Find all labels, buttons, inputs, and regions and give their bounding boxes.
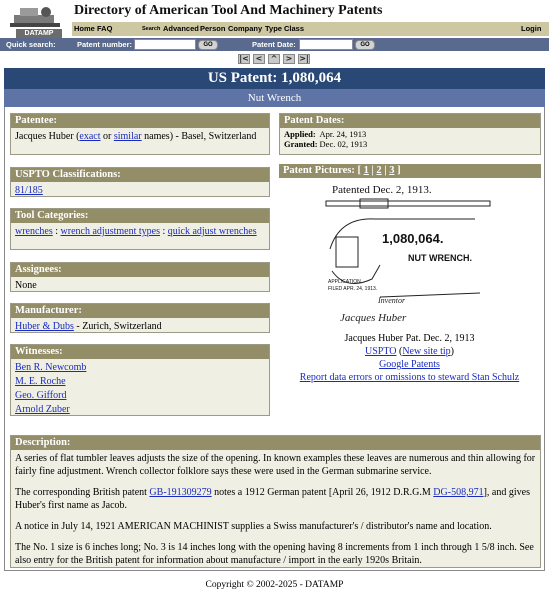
patent-dates-table	[284, 129, 369, 149]
uspto-box	[10, 167, 270, 197]
quick-search-label: Quick search:	[6, 40, 56, 49]
sep: :	[52, 226, 61, 237]
witness-link[interactable]: Arnold Zuber	[15, 404, 70, 415]
drawing-caption: Jacques Huber Pat. Dec. 2, 1913	[344, 333, 475, 344]
drawing-number: 1,080,064.	[382, 231, 444, 246]
copyright-footer: Copyright © 2002-2025 - DATAMP	[205, 580, 344, 590]
applied-date: Apr. 24, 1913	[319, 129, 367, 139]
new-site-close: )	[450, 346, 454, 357]
patentee-box	[10, 113, 270, 155]
picture-page-2[interactable]: 2	[376, 165, 382, 176]
patent-number-go-button[interactable]: GO	[198, 40, 218, 50]
description-heading: Description:	[11, 436, 540, 450]
patentee-heading: Patentee:	[11, 114, 269, 128]
witness-link[interactable]: M. E. Roche	[15, 376, 66, 387]
uspto-class-link[interactable]: 81/185	[15, 185, 43, 196]
granted-date: Dec. 02, 1913	[319, 139, 368, 149]
or-text: or	[100, 131, 114, 142]
patent-date-go-button[interactable]: GO	[355, 40, 375, 50]
patent-number-input[interactable]	[134, 39, 196, 50]
site-title: Directory of American Tool And Machinery Patents	[74, 3, 383, 18]
manufacturer-box	[10, 303, 270, 333]
nav-faq[interactable]: FAQ	[97, 24, 113, 33]
prev-record-button[interactable]: <	[253, 54, 265, 64]
patent-title: US Patent: 1,080,064	[4, 68, 545, 89]
nav-type[interactable]: Type	[265, 24, 282, 33]
picture-page-1[interactable]: 1	[363, 165, 369, 176]
drawing-filed: FILED APR. 24, 1913.	[328, 286, 378, 292]
patentee-name: Jacques Huber (	[15, 131, 80, 142]
drawing-app: APPLICATION	[328, 279, 361, 285]
description-para-3: A notice in July 14, 1921 AMERICAN MACHINIST supplies a Swiss manufacturer's / distributor's name and location.	[15, 521, 492, 532]
manufacturer-heading: Manufacturer:	[11, 304, 269, 318]
german-patent-link[interactable]: DG-508,971	[433, 487, 484, 498]
patent-date-input[interactable]	[299, 39, 353, 50]
quick-search-bar	[0, 38, 549, 51]
pictures-label: Patent Pictures: [	[283, 165, 361, 176]
pictures-close: ]	[397, 165, 401, 176]
drawing-inventor: Inventor	[378, 296, 406, 305]
patent-subtitle: Nut Wrench	[4, 89, 545, 107]
assignees-heading: Assignees:	[11, 263, 269, 277]
similar-link[interactable]: similar	[113, 131, 142, 142]
uspto-link[interactable]: USPTO	[364, 346, 397, 357]
google-patents-link[interactable]: Google Patents	[379, 359, 440, 370]
tool-categories-heading: Tool Categories:	[11, 209, 269, 223]
description-para-4: The No. 1 size is 6 inches long; No. 3 is 14 inches long with the opening having 8 increments from 1 inch through 1 5/8 inch. See also entry for the British patent for information about manufacture / import in the early 1920s Britain.	[15, 542, 534, 566]
patent-pictures-heading: Patent Pictures: [ 1 | 2 | 3 ]	[279, 164, 541, 178]
patent-dates-box	[279, 113, 541, 155]
description-para-2	[15, 486, 536, 512]
logo-label: DATAMP	[16, 29, 62, 38]
description-para-1: A series of flat tumbler leaves adjusts the size of the opening. In known examples these leaves are numerous and thin allowing for fairly fine adjustment. Wrench collector folklore says these were used in the German submarine service.	[15, 453, 536, 477]
new-site-tip-link[interactable]: New site tip	[402, 346, 451, 357]
last-record-button[interactable]: >|	[299, 54, 309, 63]
patent-date-label: Patent Date:	[252, 40, 296, 49]
desc-text: ], and gives Huber's first name as Jacob.	[15, 487, 530, 511]
category-wrench-adjustment-types[interactable]: wrench adjustment types	[60, 226, 160, 237]
desc-text: The corresponding British patent	[15, 487, 150, 498]
nav-company[interactable]: Company	[228, 24, 263, 33]
picture-page-3[interactable]: 3	[389, 165, 395, 176]
manufacturer-location: - Zurich, Switzerland	[73, 321, 162, 332]
witness-link[interactable]: Ben R. Newcomb	[15, 362, 87, 373]
next-record-button[interactable]: >	[283, 54, 295, 64]
desc-text: notes a 1912 German patent [April 26, 1912 D.R.G.M	[211, 487, 434, 498]
nav-advanced[interactable]: Advanced	[163, 24, 199, 33]
british-patent-link[interactable]: GB-191309279	[149, 487, 212, 498]
report-errors-link[interactable]: Report data errors or omissions to steward Stan Schulz	[299, 372, 520, 383]
assignees-value: None	[15, 280, 37, 291]
new-site-open: (	[398, 346, 403, 357]
nav-class[interactable]: Class	[284, 24, 305, 33]
site-header	[0, 0, 549, 38]
uspto-links	[278, 346, 541, 357]
drawing-signature: Jacques Huber	[340, 312, 407, 324]
exact-link[interactable]: exact	[79, 131, 101, 142]
login-link[interactable]: Login	[521, 24, 542, 33]
patentee-rest: names) - Basel, Switzerland	[141, 131, 257, 142]
drawing-title: NUT WRENCH.	[408, 253, 472, 263]
uspto-heading: USPTO Classifications:	[11, 168, 269, 182]
category-wrenches[interactable]: wrenches	[15, 226, 53, 237]
witnesses-heading: Witnesses:	[11, 345, 269, 359]
category-quick-adjust-wrenches[interactable]: quick adjust wrenches	[167, 226, 257, 237]
wrench-drawing	[320, 179, 496, 329]
patent-drawing-image[interactable]	[320, 179, 496, 329]
nav-person[interactable]: Person	[200, 24, 226, 33]
tool-categories-box	[10, 208, 270, 250]
drawing-header: Patented Dec. 2, 1913.	[332, 184, 432, 196]
patent-number-label: Patent number:	[77, 40, 133, 49]
assignees-box	[10, 262, 270, 292]
machine-icon	[6, 3, 66, 29]
patent-dates-heading: Patent Dates:	[280, 114, 540, 128]
witnesses-box	[10, 344, 270, 416]
main-nav	[72, 22, 549, 36]
manufacturer-link[interactable]: Huber & Dubs	[15, 321, 74, 332]
up-button[interactable]: ^	[268, 54, 280, 64]
applied-label: Applied:	[284, 129, 316, 139]
nav-search[interactable]: Search	[142, 26, 161, 32]
first-record-button[interactable]: |<	[239, 54, 249, 63]
datamp-logo[interactable]	[6, 3, 66, 35]
sep: :	[159, 226, 168, 237]
granted-label: Granted:	[284, 139, 318, 149]
witness-link[interactable]: Geo. Gifford	[15, 390, 67, 401]
nav-home[interactable]: Home	[74, 24, 95, 33]
description-box	[10, 435, 541, 568]
patentee-value	[11, 128, 269, 145]
